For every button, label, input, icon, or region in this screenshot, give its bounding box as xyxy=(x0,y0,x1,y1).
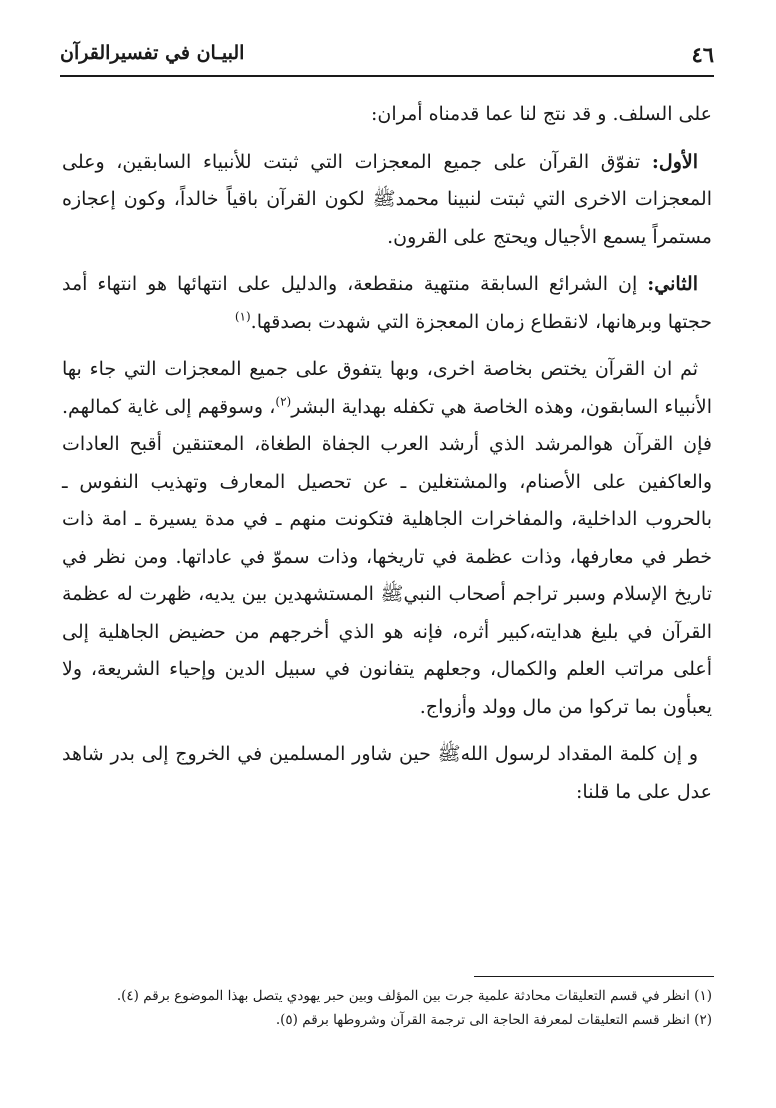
paragraph-lead: الأول: xyxy=(651,150,698,173)
footnote-marker[interactable]: (٢) xyxy=(275,394,292,409)
footnote: (٢) انظر قسم التعليقات لمعرفة الحاجة الى ترجمة القرآن وشروطها برقم (٥). xyxy=(275,1012,712,1028)
paragraph: الثاني: إن الشرائع السابقة منتهية منقطعة، والدليل على انتهائها هو انتهاء أمد حجتها وبرهانها، لانقطاع زمان المعجزة التي شهدت بصدقها.$^{(١)}$ xyxy=(62,273,712,333)
footnote-rule xyxy=(474,976,714,977)
paragraph: على السلف. و قد نتج لنا عما قدمناه أمران: xyxy=(370,103,712,125)
running-title: البيـان في تفسيرالقرآن xyxy=(60,42,245,64)
paragraph-lead: الثاني: xyxy=(647,273,698,295)
page-number: ٤٦ xyxy=(691,42,714,67)
paragraph: و إن كلمة المقداد لرسول اللهﷺ حين شاور المسلمين في الخروج إلى بدر شاهد عدل على ما قلنا: xyxy=(62,743,712,803)
body-text xyxy=(62,96,712,821)
paragraph: الأول: تفوّق القرآن على جميع المعجزات التي ثبتت للأنبياء السابقين، وعلى المعجزات الاخرى التي ثبتت لنبينا محمدﷺ لكون القرآن باقياً خالداً، وكون إعجازه مستمراً يسمع الأجيال ويحتج على القرون. xyxy=(62,150,712,248)
footnote: (١) انظر في قسم التعليقات محادثة علمية جرت بين المؤلف وبين حبر يهودي يتصل بهذا الموضوع برقم (٤). xyxy=(116,988,712,1004)
page-header xyxy=(60,34,714,74)
paragraph: ثم ان القرآن يختص بخاصة اخرى، وبها يتفوق على جميع المعجزات التي جاء بها الأنبياء السابقون، وهذه الخاصة هي تكفله بهداية البشر$^{(٢)}$، وسوقهم إلى غاية كمالهم. فإن القرآن هوالمرشد الذي أرشد العرب الجفاة الطغاة، المعتنقين أقبح العادات والعاكفين على الأصنام، والمشتغلين ـ عن تحصيل المعارف وتهذيب النفوس ـ بالحروب الداخلية، والمفاخرات الجاهلية فتكونت منهم ـ في مدة يسيرة ـ امة ذات خطر في معارفها، وذات عظمة في تاريخها، وذات سموّ في عاداتها. ومن نظر في تاريخ الإسلام وسبر تراجم أصحاب النبيﷺ المستشهدين بين يديه، ظهرت له عظمة القرآن في بليغ هدايته،كبير أثره، فإنه هو الذي أخرجهم من حضيض الجاهلية إلى أعلى مراتب العلم والكمال، وجعلهم يتفانون في سبيل الدين وإحياء الشريعة، ولا يعبأون بما تركوا من مال وولد وأزواج. xyxy=(62,358,712,718)
footnote-marker[interactable]: (١) xyxy=(234,309,251,324)
footnotes xyxy=(62,984,712,1032)
header-rule xyxy=(60,75,714,77)
